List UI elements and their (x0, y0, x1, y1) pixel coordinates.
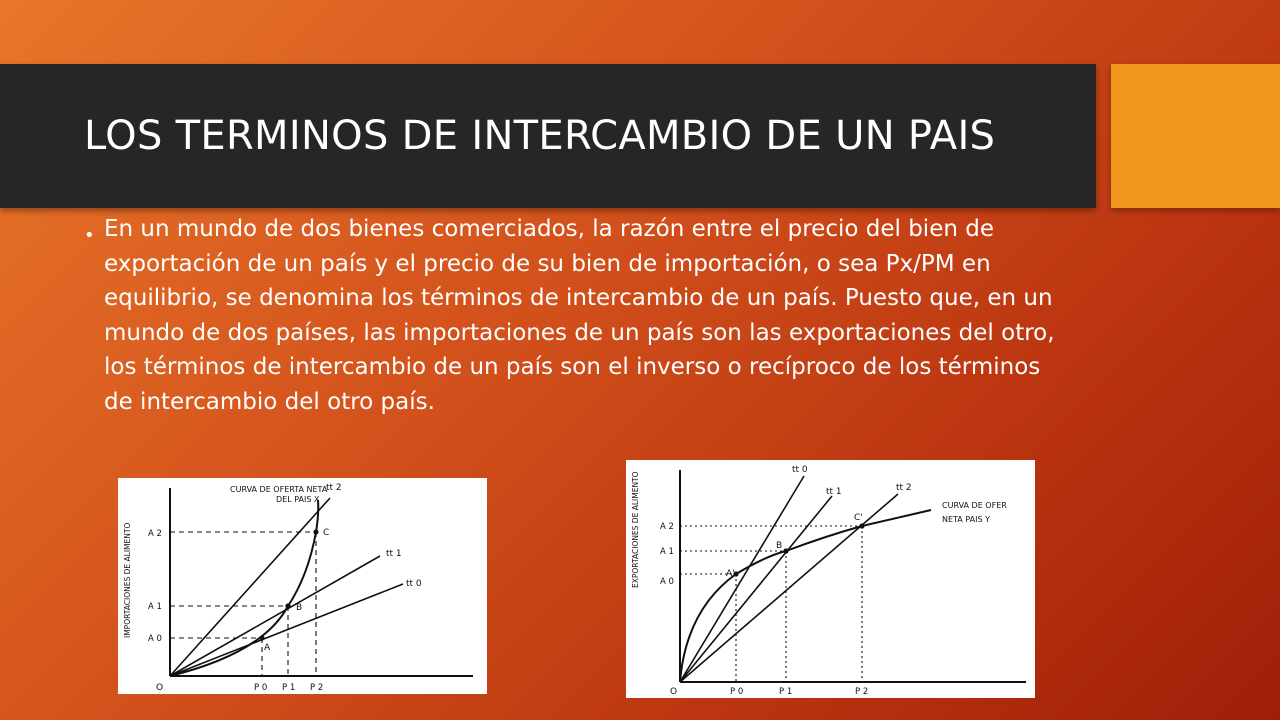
label-tt1: tt 1 (826, 487, 842, 497)
label-tt0: tt 0 (792, 465, 808, 475)
tick-a2: A 2 (148, 529, 162, 539)
curve-label-line1: CURVA DE OFERTA NETA (230, 485, 328, 494)
origin-label: O (156, 683, 164, 693)
point-a (259, 635, 264, 640)
label-point-a-prime: A' (726, 569, 735, 579)
tick-a1: A 1 (660, 547, 674, 557)
point-c (313, 529, 318, 534)
guide-lines (170, 532, 316, 676)
point-b (285, 603, 290, 608)
tick-p1: P 1 (779, 687, 793, 697)
label-tt2: tt 2 (326, 483, 342, 493)
origin-label: O (670, 687, 678, 697)
line-tt2 (680, 494, 898, 682)
tick-p0: P 0 (730, 687, 744, 697)
figure-left-diagram (118, 478, 487, 694)
tick-a1: A 1 (148, 602, 162, 612)
label-point-c: C (323, 528, 330, 538)
label-tt0: tt 0 (406, 579, 422, 589)
y-axis-label: IMPORTACIONES DE ALIMENTO (123, 522, 132, 638)
line-tt1 (170, 556, 380, 676)
offer-curve-y (680, 510, 931, 682)
figure-left (118, 478, 487, 694)
tick-p1: P 1 (282, 683, 296, 693)
figure-right-diagram (626, 460, 1035, 698)
label-tt2: tt 2 (896, 483, 912, 493)
curve-label-line2: DEL PAIS X (276, 495, 320, 504)
accent-box (1111, 64, 1280, 208)
point-c-prime (859, 523, 864, 528)
curve-label-line2: NETA PAIS Y (942, 515, 990, 524)
line-tt0 (170, 584, 403, 676)
label-point-c-prime: C' (854, 513, 863, 523)
point-b (783, 548, 788, 553)
bullet-text: En un mundo de dos bienes comerciados, la razón entre el precio del bien de exportación de un país y el precio de su bien de importación, o sea Px/PM en equilibrio, se denomina los términos de intercambio de un país. Puesto que, en un mundo de dos países, las importaciones de un país son las exportaciones del otro, los términos de intercambio de un país son el inverso o recíproco de los términos de intercambio del otro país. (104, 216, 1055, 415)
curve-label-line1: CURVA DE OFER (942, 501, 1007, 510)
tick-a0: A 0 (660, 577, 674, 587)
bullet-icon: • (84, 225, 95, 246)
tick-p2: P 2 (855, 687, 869, 697)
y-axis-label: EXPORTACIONES DE ALIMENTO (631, 471, 640, 588)
slide-title: LOS TERMINOS DE INTERCAMBIO DE UN PAIS (84, 113, 996, 159)
label-tt1: tt 1 (386, 549, 402, 559)
label-point-a: A (264, 643, 271, 653)
tick-a0: A 0 (148, 634, 162, 644)
offer-curve-x (170, 500, 318, 676)
label-point-b: B (776, 541, 783, 551)
figure-right (626, 460, 1035, 698)
line-tt1 (680, 496, 832, 682)
line-tt2 (170, 498, 330, 676)
tick-a2: A 2 (660, 522, 674, 532)
label-point-b: B (296, 603, 303, 613)
tick-p0: P 0 (254, 683, 268, 693)
tick-p2: P 2 (310, 683, 324, 693)
line-tt0 (680, 476, 804, 682)
